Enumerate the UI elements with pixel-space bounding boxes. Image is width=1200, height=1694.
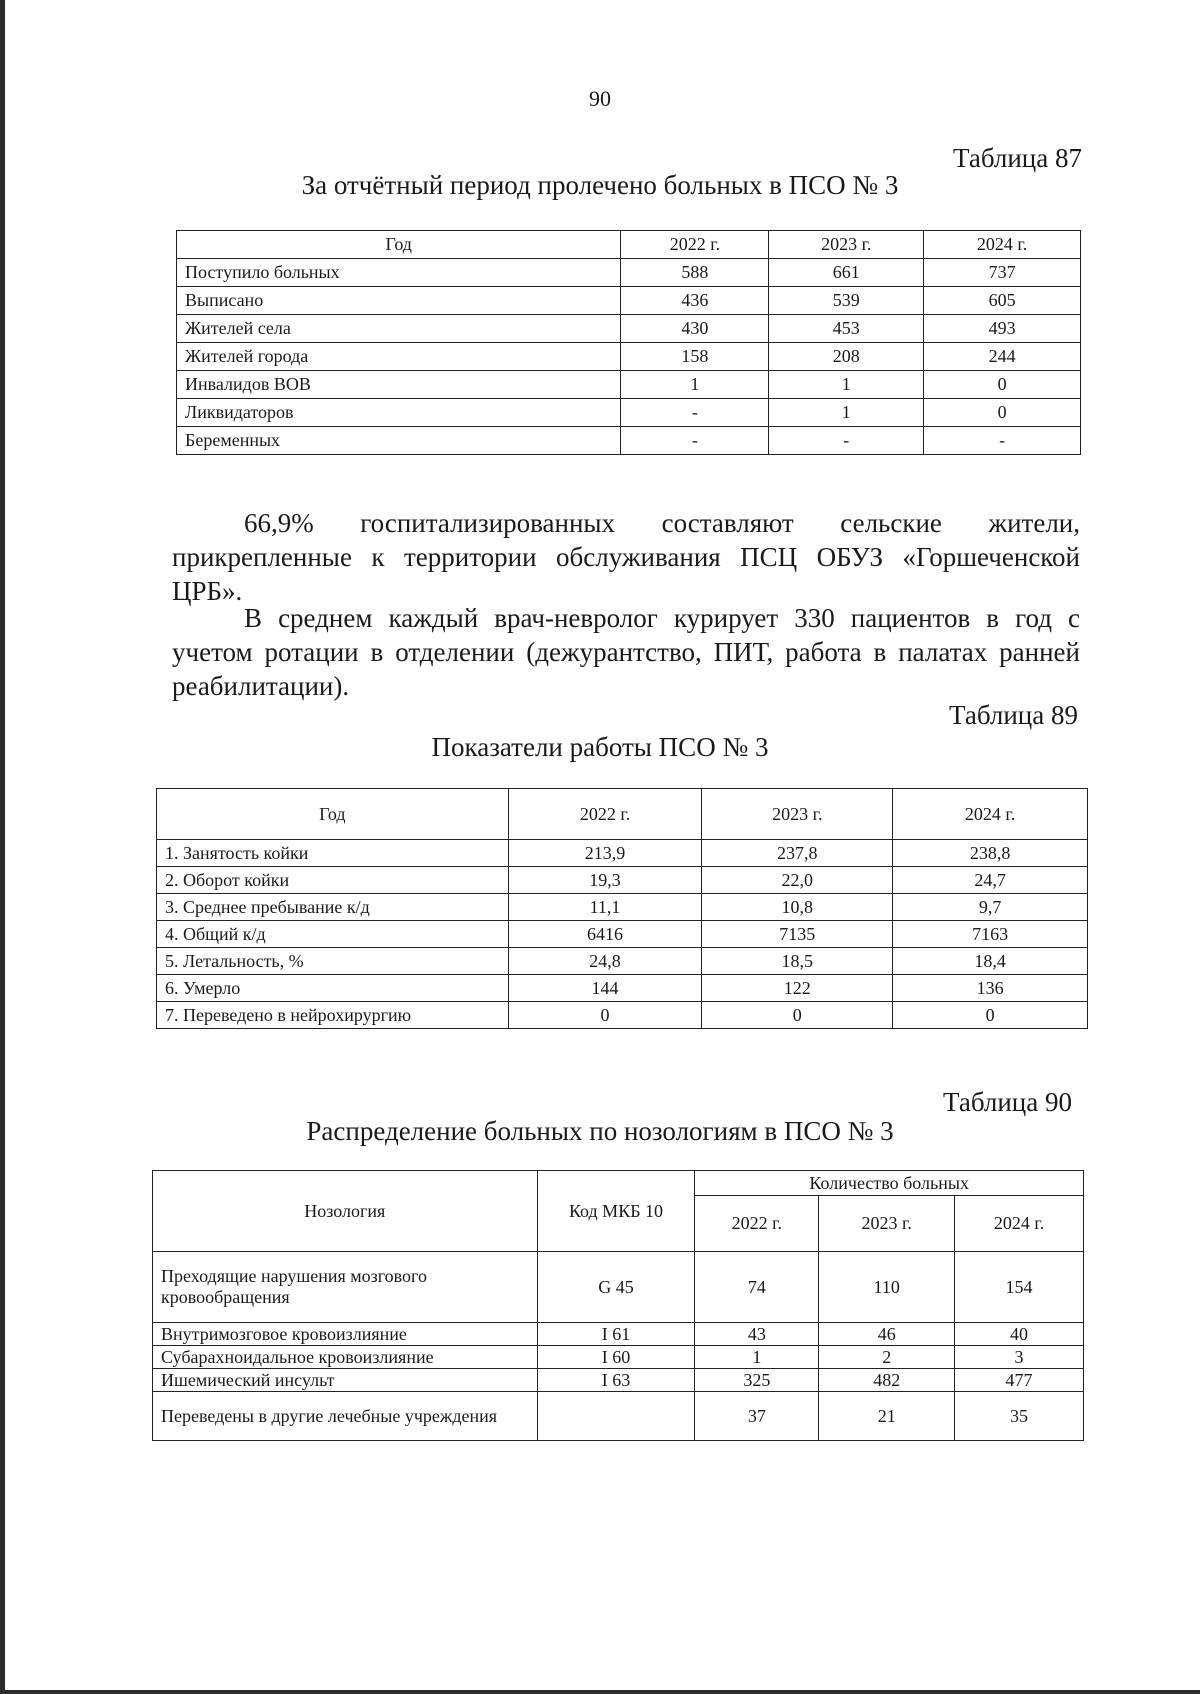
cell-value: 24,7 [893, 867, 1088, 894]
cell-value: 7163 [893, 921, 1088, 948]
table-row [177, 371, 1081, 399]
table-90-label: Таблица 90 [943, 1087, 1072, 1117]
cell-value: 144 [508, 975, 702, 1002]
cell-value: 244 [924, 343, 1081, 371]
row-label: 1. Занятость койки [157, 840, 509, 867]
table-90 [152, 1170, 1084, 1441]
cell-code: I 60 [537, 1346, 695, 1369]
row-label: 6. Умерло [157, 975, 509, 1002]
cell-value: 237,8 [702, 840, 893, 867]
cell-value: 605 [924, 287, 1081, 315]
table-87-header-row [177, 231, 1081, 259]
row-label: Инвалидов ВОВ [177, 371, 621, 399]
cell-value: 208 [769, 343, 924, 371]
table-89-header-label: Год [157, 789, 509, 840]
table-90-header-nosology: Нозология [153, 1171, 538, 1252]
row-label: 7. Переведено в нейрохирургию [157, 1002, 509, 1029]
table-row [153, 1369, 1084, 1392]
row-label: 3. Среднее пребывание к/д [157, 894, 509, 921]
cell-value: 18,5 [702, 948, 893, 975]
cell-value: 2 [819, 1346, 955, 1369]
cell-value: - [621, 427, 769, 455]
cell-value: 0 [893, 1002, 1088, 1029]
cell-value: 6416 [508, 921, 702, 948]
cell-value: 22,0 [702, 867, 893, 894]
row-label: Ишемический инсульт [153, 1369, 538, 1392]
cell-value: 24,8 [508, 948, 702, 975]
table-row [157, 840, 1088, 867]
cell-value: - [621, 399, 769, 427]
cell-value: 21 [819, 1392, 955, 1441]
table-90-header-year: 2023 г. [819, 1196, 955, 1252]
cell-value: 539 [769, 287, 924, 315]
row-label: Жителей города [177, 343, 621, 371]
cell-value: 9,7 [893, 894, 1088, 921]
cell-value: 493 [924, 315, 1081, 343]
cell-value: 3 [955, 1346, 1084, 1369]
table-90-header-row [153, 1171, 1084, 1196]
table-89 [156, 788, 1088, 1029]
row-label: Жителей села [177, 315, 621, 343]
table-90-header-code: Код МКБ 10 [537, 1171, 695, 1252]
table-87-header-year: 2023 г. [769, 231, 924, 259]
row-label: 5. Летальность, % [157, 948, 509, 975]
cell-value: 136 [893, 975, 1088, 1002]
table-row [157, 975, 1088, 1002]
cell-value: 43 [695, 1323, 819, 1346]
cell-value: 40 [955, 1323, 1084, 1346]
cell-value: - [769, 427, 924, 455]
table-89-header-row [157, 789, 1088, 840]
cell-value: 7135 [702, 921, 893, 948]
row-label: Преходящие нарушения мозгового кровообращения [153, 1252, 538, 1323]
table-89-title: Показатели работы ПСО № 3 [431, 732, 769, 762]
cell-value: 74 [695, 1252, 819, 1323]
row-label: Внутримозговое кровоизлияние [153, 1323, 538, 1346]
row-label: 4. Общий к/д [157, 921, 509, 948]
cell-code: I 61 [537, 1323, 695, 1346]
cell-value: 737 [924, 259, 1081, 287]
cell-code: G 45 [537, 1252, 695, 1323]
table-89-header-year: 2022 г. [508, 789, 702, 840]
scan-edge-left [0, 0, 5, 1694]
table-row [153, 1392, 1084, 1441]
cell-value: 477 [955, 1369, 1084, 1392]
table-87-header-year: 2022 г. [621, 231, 769, 259]
cell-value: 110 [819, 1252, 955, 1323]
cell-value: 46 [819, 1323, 955, 1346]
cell-value: 1 [769, 399, 924, 427]
table-row [157, 1002, 1088, 1029]
cell-value: 11,1 [508, 894, 702, 921]
table-row [177, 427, 1081, 455]
cell-code [537, 1392, 695, 1441]
row-label: 2. Оборот койки [157, 867, 509, 894]
paragraph-rural-share: 66,9% госпитализированных составляют сельские жители, прикрепленные к территории обслуживания ПСЦ ОБУЗ «Горшеченской ЦРБ». [172, 508, 1080, 606]
row-label: Ликвидаторов [177, 399, 621, 427]
cell-value: 213,9 [508, 840, 702, 867]
cell-value: 154 [955, 1252, 1084, 1323]
table-90-header-count-group: Количество больных [695, 1171, 1084, 1196]
cell-value: 325 [695, 1369, 819, 1392]
page-number: 90 [589, 86, 611, 111]
table-row [153, 1323, 1084, 1346]
table-89-header-year: 2024 г. [893, 789, 1088, 840]
cell-value: 1 [621, 371, 769, 399]
row-label: Поступило больных [177, 259, 621, 287]
row-label: Переведены в другие лечебные учреждения [153, 1392, 538, 1441]
table-row [177, 315, 1081, 343]
cell-value: 37 [695, 1392, 819, 1441]
table-87-header-label: Год [177, 231, 621, 259]
table-row [177, 287, 1081, 315]
table-row [157, 921, 1088, 948]
cell-value: 238,8 [893, 840, 1088, 867]
cell-value: - [924, 427, 1081, 455]
cell-value: 588 [621, 259, 769, 287]
cell-value: 0 [924, 399, 1081, 427]
cell-value: 1 [695, 1346, 819, 1369]
cell-value: 1 [769, 371, 924, 399]
cell-code: I 63 [537, 1369, 695, 1392]
table-90-header-year: 2024 г. [955, 1196, 1084, 1252]
cell-value: 482 [819, 1369, 955, 1392]
table-row [177, 343, 1081, 371]
cell-value: 19,3 [508, 867, 702, 894]
table-87-header-year: 2024 г. [924, 231, 1081, 259]
cell-value: 158 [621, 343, 769, 371]
row-label: Беременных [177, 427, 621, 455]
cell-value: 10,8 [702, 894, 893, 921]
table-row [177, 259, 1081, 287]
cell-value: 0 [508, 1002, 702, 1029]
row-label: Выписано [177, 287, 621, 315]
table-row [153, 1346, 1084, 1369]
cell-value: 0 [702, 1002, 893, 1029]
table-87 [176, 230, 1081, 455]
cell-value: 661 [769, 259, 924, 287]
table-89-label: Таблица 89 [949, 700, 1078, 730]
paragraph-neurologist-load: В среднем каждый врач-невролог курирует 330 пациентов в год с учетом ротации в отделении (дежурантство, ПИТ, работа в палатах ранней реабилитации). [172, 603, 1080, 701]
table-row [157, 867, 1088, 894]
table-90-header-year: 2022 г. [695, 1196, 819, 1252]
scan-edge-bottom [0, 1690, 1200, 1694]
cell-value: 436 [621, 287, 769, 315]
table-row [177, 399, 1081, 427]
cell-value: 430 [621, 315, 769, 343]
cell-value: 18,4 [893, 948, 1088, 975]
cell-value: 122 [702, 975, 893, 1002]
table-87-label: Таблица 87 [953, 143, 1082, 173]
cell-value: 0 [924, 371, 1081, 399]
table-90-title: Распределение больных по нозологиям в ПСО № 3 [306, 1116, 894, 1146]
cell-value: 453 [769, 315, 924, 343]
table-row [157, 948, 1088, 975]
table-row [157, 894, 1088, 921]
table-row [153, 1252, 1084, 1323]
cell-value: 35 [955, 1392, 1084, 1441]
table-89-header-year: 2023 г. [702, 789, 893, 840]
table-87-title: За отчётный период пролечено больных в ПСО № 3 [301, 170, 899, 200]
row-label: Субарахноидальное кровоизлияние [153, 1346, 538, 1369]
